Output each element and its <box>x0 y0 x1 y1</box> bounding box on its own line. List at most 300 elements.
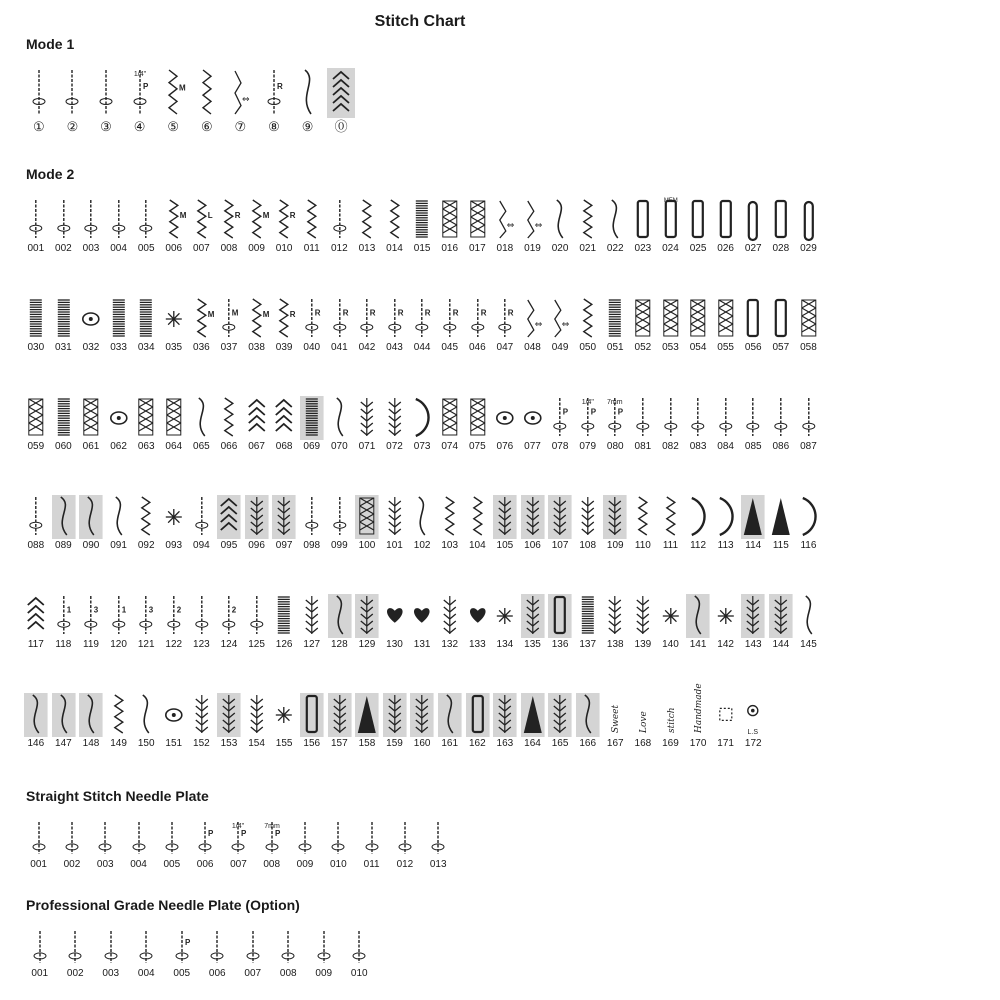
stitch-icon <box>91 820 119 858</box>
stitch-item <box>381 693 409 750</box>
stitch-number: ⑦ <box>234 119 247 134</box>
stitch-number: 121 <box>137 639 155 650</box>
stitch-number: 106 <box>524 540 541 551</box>
stitch-icon <box>97 929 125 967</box>
stitch-number: 157 <box>330 738 348 749</box>
stitch-item <box>795 594 823 651</box>
stitch-icon <box>24 297 48 341</box>
stitch-icon <box>272 198 296 242</box>
stitch-item <box>255 820 288 871</box>
stitch-number: 137 <box>579 639 597 650</box>
stitch-item <box>408 693 436 750</box>
svg-text:R: R <box>234 210 241 220</box>
stitch-icon <box>134 198 158 242</box>
stitch-item <box>795 495 823 552</box>
stitch-item <box>105 396 133 453</box>
stitch-icon <box>52 594 76 638</box>
stitch-icon <box>58 820 86 858</box>
stitch-item <box>657 495 685 552</box>
stitch-icon <box>226 68 254 118</box>
stitch-icon <box>107 495 131 539</box>
stitch-icon <box>190 594 214 638</box>
svg-text:Love: Love <box>638 711 649 733</box>
stitch-number: 124 <box>220 639 238 650</box>
stitch-item <box>188 198 216 255</box>
stitch-number: 133 <box>468 639 486 650</box>
stitch-number: 004 <box>130 859 147 870</box>
stitch-item <box>436 495 464 552</box>
stitch-number: 112 <box>690 540 707 551</box>
stitch-icon <box>190 297 214 341</box>
stitch-icon <box>300 198 324 242</box>
stitch-icon <box>383 396 407 440</box>
stitch-icon <box>224 820 252 858</box>
stitch-number: 140 <box>662 639 679 650</box>
stitch-number: 127 <box>303 639 321 650</box>
stitch-number: 018 <box>496 243 514 254</box>
stitch-icon <box>631 594 655 638</box>
stitch-item <box>436 594 464 651</box>
stitch-item <box>684 396 712 453</box>
stitch-icon <box>603 396 627 440</box>
svg-text:P: P <box>208 828 214 838</box>
stitch-item <box>123 68 157 134</box>
stitch-icon <box>548 297 572 341</box>
stitch-number: 147 <box>55 738 72 749</box>
stitch-item <box>381 297 409 354</box>
stitch-icon <box>410 495 434 539</box>
stitch-number: 125 <box>248 639 265 650</box>
stitch-number: 011 <box>363 859 380 870</box>
stitch-icon <box>107 396 131 440</box>
stitch-number: 015 <box>413 243 431 254</box>
stitch-icon <box>61 929 89 967</box>
stitch-item <box>712 594 740 651</box>
stitch-icon <box>521 198 545 242</box>
stitch-item <box>739 693 767 750</box>
stitch-icon <box>79 396 103 440</box>
stitch-item <box>436 297 464 354</box>
stitch-icon <box>310 929 338 967</box>
stitch-icon <box>126 68 154 118</box>
stitch-number: 161 <box>441 738 459 749</box>
stitch-icon <box>162 396 186 440</box>
stitch-number: 038 <box>248 342 265 353</box>
stitch-icon <box>107 297 131 341</box>
stitch-item <box>156 68 190 134</box>
stitch-icon <box>797 396 821 440</box>
stitch-item <box>353 297 381 354</box>
stitch-number: 154 <box>248 738 265 749</box>
stitch-number: 053 <box>662 342 679 353</box>
stitch-row <box>22 198 822 255</box>
stitch-number: 149 <box>110 738 127 749</box>
stitch-item <box>601 396 629 453</box>
stitch-item <box>712 396 740 453</box>
stitch-number: 056 <box>744 342 762 353</box>
stitch-item <box>326 396 354 453</box>
stitch-number: 099 <box>330 540 348 551</box>
stitch-icon <box>79 594 103 638</box>
stitch-item <box>684 495 712 552</box>
stitch-item <box>105 693 133 750</box>
stitch-item <box>546 198 574 255</box>
stitch-number: 030 <box>27 342 45 353</box>
stitch-icon <box>190 693 214 737</box>
stitch-number: 039 <box>275 342 293 353</box>
stitch-item <box>408 198 436 255</box>
stitch-icon <box>769 495 793 539</box>
stitch-number: 046 <box>468 342 486 353</box>
stitch-item <box>50 396 78 453</box>
svg-text:1/4": 1/4" <box>581 399 594 407</box>
stitch-number: 004 <box>110 243 127 254</box>
stitch-number: 166 <box>579 738 597 749</box>
stitch-icon <box>603 594 627 638</box>
stitch-icon <box>190 198 214 242</box>
stitch-number: 101 <box>386 540 403 551</box>
stitch-icon <box>355 198 379 242</box>
svg-text:R: R <box>342 308 349 318</box>
stitch-item <box>353 693 381 750</box>
stitch-number: 005 <box>163 859 181 870</box>
stitch-item <box>381 594 409 651</box>
stitch-number: 155 <box>275 738 293 749</box>
stitch-item <box>436 396 464 453</box>
stitch-item <box>243 297 271 354</box>
stitch-item <box>422 820 455 871</box>
stitch-item <box>491 396 519 453</box>
stitch-number: 002 <box>66 968 84 979</box>
svg-text:M: M <box>179 83 186 93</box>
stitch-number: 156 <box>303 738 321 749</box>
svg-text:R: R <box>480 308 487 318</box>
stitch-number: 006 <box>165 243 183 254</box>
stitch-icon <box>631 198 655 242</box>
stitch-number: 136 <box>551 639 569 650</box>
stitch-item <box>767 198 795 255</box>
stitch-icon <box>576 198 600 242</box>
stitch-item <box>519 297 547 354</box>
stitch-item <box>77 297 105 354</box>
stitch-item <box>381 396 409 453</box>
stitch-icon <box>466 297 490 341</box>
svg-text:1: 1 <box>121 605 127 615</box>
stitch-item <box>322 820 355 871</box>
stitch-item <box>574 495 602 552</box>
stitch-icon <box>162 594 186 638</box>
svg-text:3: 3 <box>149 605 154 615</box>
stitch-number: 168 <box>634 738 652 749</box>
stitch-number: 065 <box>193 441 210 452</box>
stitch-icon <box>714 594 738 638</box>
stitch-icon <box>466 396 490 440</box>
stitch-icon <box>576 495 600 539</box>
stitch-item <box>270 297 298 354</box>
stitch-item <box>93 929 129 980</box>
stitch-item <box>519 396 547 453</box>
stitch-icon <box>24 693 48 737</box>
svg-text:stitch: stitch <box>666 707 677 733</box>
stitch-icon <box>741 594 765 638</box>
stitch-icon <box>191 820 219 858</box>
stitch-icon <box>686 198 710 242</box>
stitch-number: 005 <box>173 968 191 979</box>
stitch-icon <box>162 693 186 737</box>
stitch-icon <box>300 693 324 737</box>
svg-text:R: R <box>369 308 376 318</box>
stitch-number: 104 <box>468 540 486 551</box>
stitch-item <box>739 198 767 255</box>
stitch-item <box>56 68 90 134</box>
stitch-item <box>353 396 381 453</box>
stitch-item <box>222 820 255 871</box>
stitch-item <box>629 297 657 354</box>
stitch-item <box>355 820 388 871</box>
stitch-number: 003 <box>82 243 100 254</box>
stitch-icon <box>358 820 386 858</box>
stitch-icon <box>548 396 572 440</box>
svg-text:R: R <box>425 308 431 318</box>
stitch-icon <box>125 820 153 858</box>
stitch-number: 047 <box>496 342 514 353</box>
svg-text:M: M <box>207 309 215 319</box>
stitch-icon <box>659 198 683 242</box>
stitch-icon <box>714 396 738 440</box>
stitch-number: 089 <box>55 540 72 551</box>
stitch-item <box>188 594 216 651</box>
stitch-number: 144 <box>772 639 790 650</box>
stitch-icon <box>714 198 738 242</box>
stitch-number: 103 <box>441 540 459 551</box>
stitch-item <box>190 68 224 134</box>
stitch-row <box>22 820 455 871</box>
stitch-item <box>215 693 243 750</box>
stitch-number: 029 <box>800 243 817 254</box>
stitch-item <box>326 693 354 750</box>
stitch-number: ④ <box>133 119 146 134</box>
stitch-icon <box>383 594 407 638</box>
stitch-item <box>767 396 795 453</box>
stitch-item <box>491 594 519 651</box>
stitch-number: 146 <box>27 738 45 749</box>
stitch-item <box>657 693 685 750</box>
stitch-number: 071 <box>358 441 376 452</box>
stitch-item <box>22 495 50 552</box>
stitch-item <box>436 198 464 255</box>
stitch-number: 022 <box>606 243 624 254</box>
stitch-number: 080 <box>606 441 624 452</box>
stitch-icon <box>521 495 545 539</box>
stitch-number: 108 <box>579 540 597 551</box>
stitch-row <box>22 594 822 651</box>
stitch-number: 128 <box>330 639 348 650</box>
stitch-icon <box>168 929 196 967</box>
stitch-item <box>601 198 629 255</box>
stitch-icon <box>162 198 186 242</box>
stitch-number: 091 <box>110 540 127 551</box>
stitch-item <box>574 198 602 255</box>
stitch-number: 164 <box>524 738 541 749</box>
stitch-icon <box>134 396 158 440</box>
svg-text:R: R <box>276 82 283 91</box>
svg-text:R: R <box>290 210 296 220</box>
stitch-icon <box>260 68 288 118</box>
stitch-icon <box>203 929 231 967</box>
stitch-icon <box>300 396 324 440</box>
stitch-item <box>795 396 823 453</box>
stitch-item <box>22 68 56 134</box>
stitch-icon <box>300 594 324 638</box>
stitch-item <box>22 693 50 750</box>
stitch-item <box>270 495 298 552</box>
stitch-icon <box>79 297 103 341</box>
svg-text:L: L <box>207 210 213 220</box>
stitch-item <box>298 693 326 750</box>
stitch-item <box>629 198 657 255</box>
stitch-number: 152 <box>193 738 210 749</box>
stitch-number: 001 <box>27 243 45 254</box>
stitch-item <box>58 929 94 980</box>
stitch-number: 135 <box>524 639 541 650</box>
stitch-number: 076 <box>496 441 514 452</box>
stitch-icon <box>493 297 517 341</box>
stitch-item <box>155 820 188 871</box>
stitch-number: 122 <box>165 639 183 650</box>
stitch-number: 013 <box>429 859 447 870</box>
stitch-number: 094 <box>193 540 210 551</box>
stitch-item <box>188 495 216 552</box>
stitch-row <box>22 929 377 980</box>
stitch-icon <box>52 495 76 539</box>
svg-text:R: R <box>452 308 459 318</box>
stitch-item <box>270 693 298 750</box>
svg-text:2: 2 <box>176 605 182 615</box>
stitch-icon <box>493 495 517 539</box>
stitch-item <box>160 198 188 255</box>
stitch-icon <box>79 495 103 539</box>
stitch-icon <box>493 594 517 638</box>
stitch-number: 014 <box>386 243 403 254</box>
stitch-row <box>22 396 822 453</box>
stitch-icon <box>193 68 221 118</box>
stitch-item <box>235 929 271 980</box>
stitch-item <box>491 693 519 750</box>
stitch-icon <box>291 820 319 858</box>
stitch-icon <box>24 594 48 638</box>
stitch-item <box>342 929 378 980</box>
stitch-icon <box>274 929 302 967</box>
stitch-number: 066 <box>220 441 238 452</box>
stitch-icon <box>631 693 655 737</box>
section-heading: Mode 1 <box>26 36 75 52</box>
stitch-icon <box>258 820 286 858</box>
stitch-number: 082 <box>662 441 679 452</box>
stitch-icon <box>548 693 572 737</box>
stitch-icon <box>410 297 434 341</box>
svg-text:M: M <box>262 210 270 220</box>
stitch-icon <box>603 198 627 242</box>
svg-text:R: R <box>507 308 514 318</box>
stitch-number: 002 <box>55 243 72 254</box>
stitch-number: 011 <box>303 243 320 254</box>
stitch-icon <box>438 198 462 242</box>
stitch-item <box>22 297 50 354</box>
stitch-icon <box>383 297 407 341</box>
stitch-number: 073 <box>413 441 431 452</box>
stitch-item <box>188 693 216 750</box>
stitch-item <box>77 198 105 255</box>
stitch-item <box>89 68 123 134</box>
stitch-item <box>712 495 740 552</box>
stitch-icon <box>52 693 76 737</box>
stitch-icon <box>466 594 490 638</box>
stitch-number: ① <box>32 119 45 134</box>
svg-text:P: P <box>184 937 191 947</box>
stitch-number: 026 <box>717 243 734 254</box>
stitch-item <box>601 297 629 354</box>
svg-text:P: P <box>590 407 596 417</box>
stitch-item <box>657 198 685 255</box>
stitch-icon <box>217 198 241 242</box>
stitch-number: 007 <box>244 968 262 979</box>
stitch-icon <box>24 198 48 242</box>
svg-text:⇔: ⇔ <box>242 95 250 105</box>
stitch-item <box>215 396 243 453</box>
stitch-icon <box>769 396 793 440</box>
stitch-item <box>657 594 685 651</box>
stitch-number: 054 <box>689 342 707 353</box>
stitch-number: 129 <box>358 639 376 650</box>
stitch-item <box>132 396 160 453</box>
stitch-icon <box>327 68 355 118</box>
stitch-number: 007 <box>230 859 247 870</box>
stitch-icon <box>741 495 765 539</box>
stitch-number: ⑥ <box>200 119 213 134</box>
stitch-number: ⓪ <box>334 119 348 134</box>
stitch-item <box>767 495 795 552</box>
stitch-item <box>122 820 155 871</box>
stitch-number: 109 <box>606 540 624 551</box>
stitch-item <box>77 396 105 453</box>
stitch-icon <box>391 820 419 858</box>
stitch-icon <box>328 396 352 440</box>
stitch-icon <box>603 297 627 341</box>
stitch-item <box>739 495 767 552</box>
stitch-number: 102 <box>413 540 431 551</box>
stitch-icon <box>576 693 600 737</box>
svg-text:MEM: MEM <box>663 198 678 205</box>
stitch-number: 086 <box>772 441 790 452</box>
stitch-number: 068 <box>275 441 293 452</box>
stitch-icon <box>52 198 76 242</box>
stitch-number: 032 <box>82 342 100 353</box>
svg-text:P: P <box>142 82 148 91</box>
stitch-number: 016 <box>441 243 459 254</box>
stitch-item <box>353 198 381 255</box>
stitch-icon <box>466 693 490 737</box>
stitch-number: 058 <box>800 342 817 353</box>
stitch-item <box>270 594 298 651</box>
stitch-number: 111 <box>662 540 679 551</box>
svg-text:2: 2 <box>231 605 237 615</box>
stitch-icon <box>659 297 683 341</box>
stitch-number: 105 <box>496 540 514 551</box>
stitch-item <box>388 820 421 871</box>
stitch-number: 049 <box>551 342 569 353</box>
stitch-item <box>306 929 342 980</box>
stitch-icon <box>714 495 738 539</box>
